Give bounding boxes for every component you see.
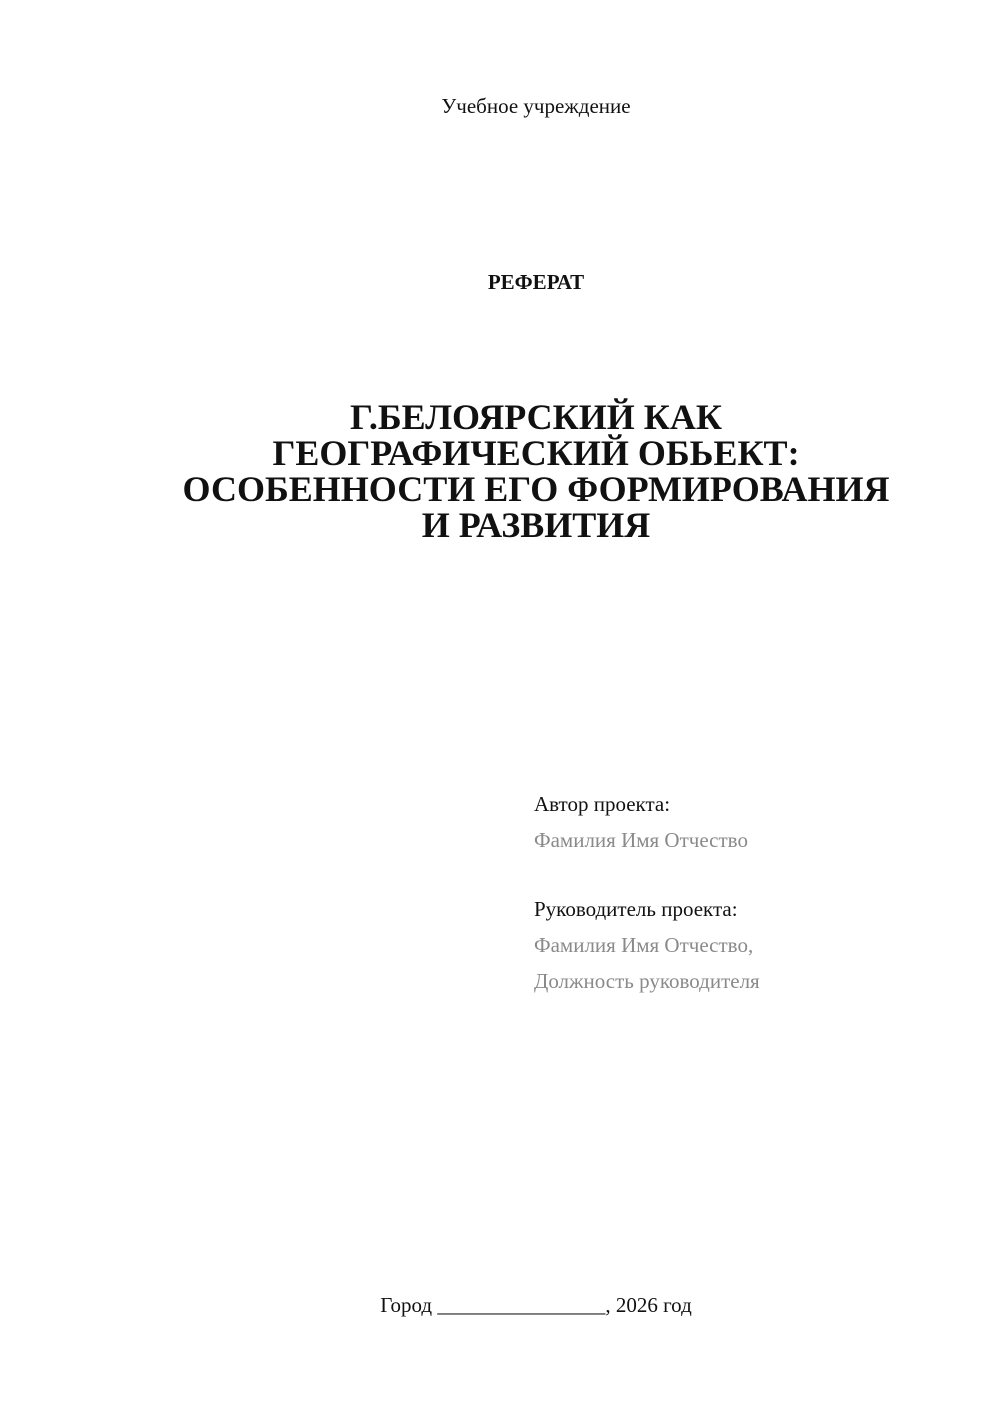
credits-spacer <box>534 858 760 891</box>
title-line-3: ОСОБЕННОСТИ ЕГО ФОРМИРОВАНИЯ <box>182 469 890 509</box>
author-name: Фамилия Имя Отчество <box>534 828 748 852</box>
project-credits <box>534 786 760 999</box>
title-line-1: Г.БЕЛОЯРСКИЙ КАК <box>350 397 722 437</box>
supervisor-position: Должность руководителя <box>534 969 760 993</box>
document-type: РЕФЕРАТ <box>487 270 585 294</box>
title-line-2: ГЕОГРАФИЧЕСКИЙ ОБЬЕКТ: <box>272 433 800 473</box>
author-label: Автор проекта: <box>534 792 671 816</box>
supervisor-label: Руководитель проекта: <box>534 897 738 921</box>
title-line-4: И РАЗВИТИЯ <box>421 505 651 545</box>
institution-name: Учебное учреждение <box>441 94 631 118</box>
city-year-line: Город ________________, 2026 год <box>380 1293 692 1317</box>
document-title <box>0 399 1000 543</box>
supervisor-name: Фамилия Имя Отчество, <box>534 933 754 957</box>
